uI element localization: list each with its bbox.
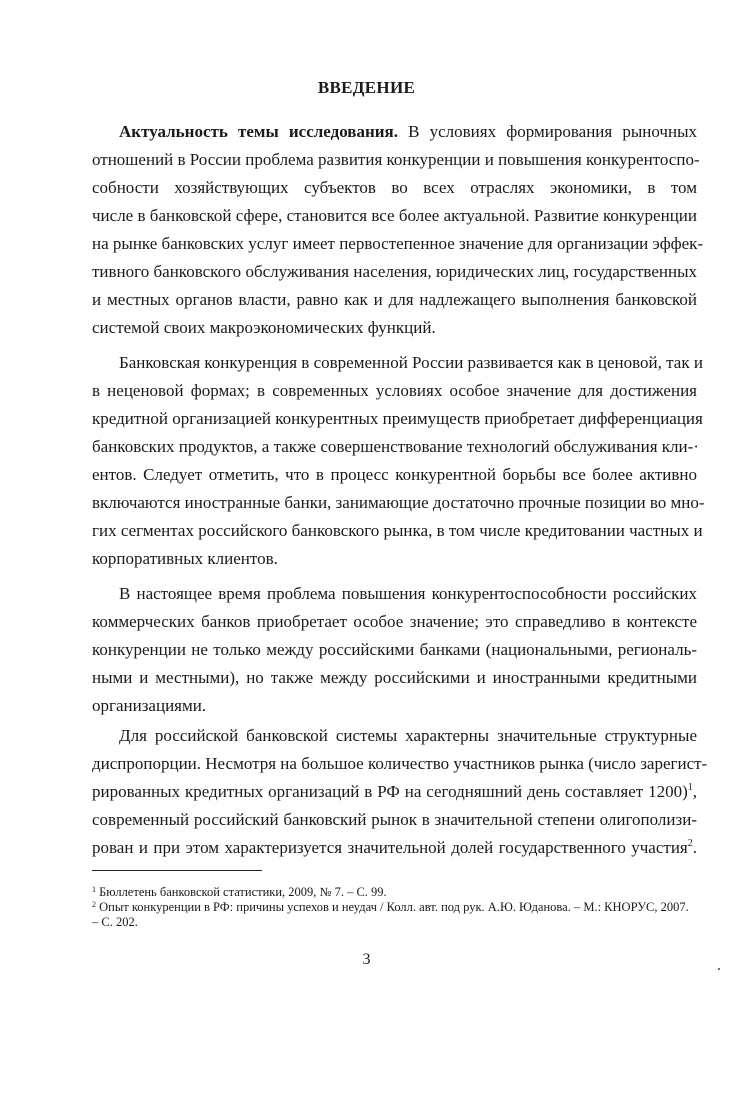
footnote-1: [92, 885, 697, 900]
footnote-divider: [92, 870, 262, 871]
paragraph-4-line: современный российский банковский рынок в значительной степени олигополизи-: [92, 810, 697, 829]
paragraph-4-line: [92, 778, 697, 806]
paragraph-2-line: в неценовой формах; в современных условиях особое значение для достижения: [92, 381, 697, 400]
footnote-2: [92, 900, 697, 930]
paragraph-2-line: включаются иностранные банки, занимающие достаточно прочные позиции во мно-: [92, 493, 705, 512]
footnote-mark: 1: [92, 885, 96, 894]
paragraph-2-line: гих сегментах российского банковского рынка, в том числе кредитовании частных и: [92, 521, 703, 540]
punctuation: ,: [692, 782, 697, 801]
punctuation: .: [692, 838, 697, 857]
paragraph-3-line: В настоящее время проблема повышения конкурентоспособности российских: [119, 584, 697, 603]
lead-rest-text: В условиях формирования рыночных: [408, 122, 697, 141]
paragraph-1-line-1: [119, 118, 697, 146]
paragraph-4-line-text: рован и при этом характеризуется значительной долей государственного участия: [92, 838, 688, 857]
page-number: 3: [362, 951, 371, 968]
paragraph-2-line: банковских продуктов, а также совершенствование технологий обслуживания кли-·: [92, 437, 699, 456]
footnote-text: Бюллетень банковской статистики, 2009, № 7. – С. 99.: [99, 885, 387, 899]
paragraph-1-line: системой своих макроэкономических функций.: [92, 318, 436, 337]
footnote-text: Опыт конкуренции в РФ: причины успехов и неудач / Колл. авт. под рук. А.Ю. Юданова. – М.: КНОРУС, 2007. – С. 202.: [92, 900, 689, 929]
page-title: ВВЕДЕНИЕ: [317, 78, 416, 97]
paragraph-1-line: тивного банковского обслуживания населения, юридических лиц, государственных: [92, 262, 697, 281]
paragraph-2-line: ентов. Следует отметить, что в процесс конкурентной борьбы все более активно: [92, 465, 697, 484]
scan-speck: [718, 968, 720, 970]
footnote-mark: 2: [92, 900, 96, 909]
paragraph-1-line: собности хозяйствующих субъектов во всех отраслях экономики, в том: [92, 178, 697, 197]
paragraph-1-line: числе в банковской сфере, становится все более актуальной. Развитие конкуренции: [92, 206, 697, 225]
footnote-ref-2[interactable]: 2: [687, 838, 693, 849]
paragraph-3-line: конкуренции не только между российскими банками (национальными, региональ-: [92, 640, 697, 659]
paragraph-1-line: на рынке банковских услуг имеет первостепенное значение для организации эффек-: [92, 234, 704, 253]
paragraph-3-line: коммерческих банков приобретает особое значение; это справедливо в контексте: [92, 612, 697, 631]
footnote-ref-1[interactable]: 1: [687, 782, 693, 793]
paragraph-1-line: и местных органов власти, равно как и для надлежащего выполнения банковской: [92, 290, 697, 309]
paragraph-4-line: Для российской банковской системы характерны значительные структурные: [119, 726, 697, 745]
paragraph-4-line: [92, 834, 697, 862]
paragraph-4-line-text: рированных кредитных организаций в РФ на сегодняшний день составляет 1200): [92, 782, 688, 801]
paragraph-2-line: кредитной организацией конкурентных преимуществ приобретает дифференциация: [92, 409, 703, 428]
lead-bold-text: Актуальность темы исследования.: [119, 122, 398, 141]
paragraph-2-line: корпоративных клиентов.: [92, 549, 278, 568]
paragraph-2-line: Банковская конкуренция в современной России развивается как в ценовой, так и: [119, 353, 703, 372]
paragraph-4-line: диспропорции. Несмотря на большое количество участников рынка (число зарегист-: [92, 754, 708, 773]
paragraph-3-line: ными и местными), но также между российскими и иностранными кредитными: [92, 668, 697, 687]
paragraph-3-line: организациями.: [92, 696, 207, 715]
paragraph-1-line: отношений в России проблема развития конкуренции и повышения конкурентоспо-: [92, 150, 700, 169]
